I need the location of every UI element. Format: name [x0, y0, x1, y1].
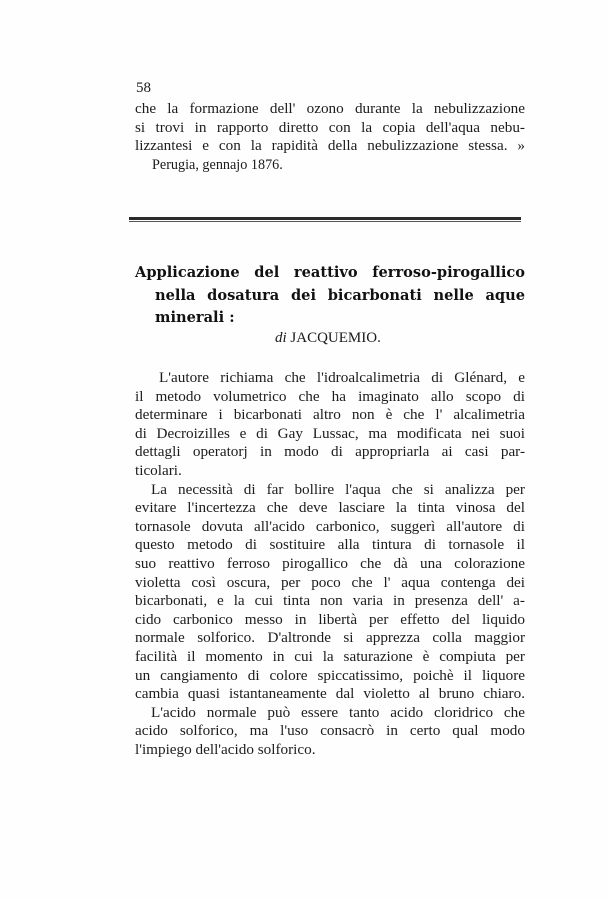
- text-line: normale solforico. D'altronde si apprezza colla maggior: [135, 629, 525, 647]
- continuation-paragraph: [135, 100, 525, 156]
- text-line: acido solforico, ma l'uso consacrò in certo qual modo: [135, 722, 525, 740]
- text-line: L'acido normale può essere tanto acido cloridrico che: [151, 703, 525, 721]
- section-divider-rule: [129, 217, 521, 222]
- page-number: 58: [136, 80, 151, 96]
- text-line: di Decroizilles e di Gay Lussac, ma modificata nei suoi: [135, 424, 525, 442]
- signoff-place-date: Perugia, gennajo 1876.: [152, 157, 283, 173]
- text-line: l'impiego dell'acido solforico.: [135, 740, 316, 758]
- article-body: [135, 369, 525, 759]
- text-line: ticolari.: [135, 461, 182, 479]
- text-line: facilità il momento in cui la saturazione è compiuta per: [135, 647, 525, 665]
- text-line: La necessità di far bollire l'aqua che si analizza per: [151, 480, 525, 498]
- text-line: violetta così oscura, per poco che l' aqua contenga dei: [135, 573, 525, 591]
- text-line: questo metodo di sostituire alla tintura di tornasole il: [135, 536, 525, 554]
- title-line: Applicazione del reattivo ferroso-pirogallico: [135, 264, 525, 281]
- text-line: si trovi in rapporto diretto con la copia dell'aqua nebu-: [135, 118, 525, 136]
- text-line: dettagli operatorj in modo di appropriarla ai casi par-: [135, 443, 525, 461]
- text-line: cambia quasi istantaneamente dal violetto al bruno chiaro.: [135, 685, 525, 703]
- text-line: lizzantesi e con la rapidità della nebulizzazione stessa. »: [135, 137, 525, 155]
- text-line: suo reattivo ferroso pirogallico che dà una colorazione: [135, 554, 525, 572]
- text-line: determinare i bicarbonati altro non è che l' alcalimetria: [135, 406, 525, 424]
- article-author: [275, 330, 381, 347]
- title-line: minerali :: [155, 309, 235, 326]
- author-name: JACQUEMIO.: [290, 330, 381, 346]
- text-line: che la formazione dell' ozono durante la nebulizzazione: [135, 100, 525, 117]
- text-line: un cangiamento di colore spiccatissimo, poichè il liquore: [135, 666, 525, 684]
- title-line: nella dosatura dei bicarbonati nelle aque: [155, 286, 525, 304]
- text-line: bicarbonati, e la cui tinta non varia in presenza dell' a-: [135, 592, 525, 610]
- text-line: evitare l'incertezza che deve lasciare la tinta vinosa del: [135, 499, 525, 517]
- text-line: L'autore richiama che l'idroalcalimetria di Glénard, e: [159, 369, 525, 386]
- article-title: [135, 262, 525, 330]
- author-prefix: di: [275, 330, 287, 346]
- text-line: cido carbonico messo in libertà per effetto del liquido: [135, 610, 525, 628]
- text-line: il metodo volumetrico che ha imaginato allo scopo di: [135, 387, 525, 405]
- text-line: tornasole dovuta all'acido carbonico, suggerì all'autore di: [135, 517, 525, 535]
